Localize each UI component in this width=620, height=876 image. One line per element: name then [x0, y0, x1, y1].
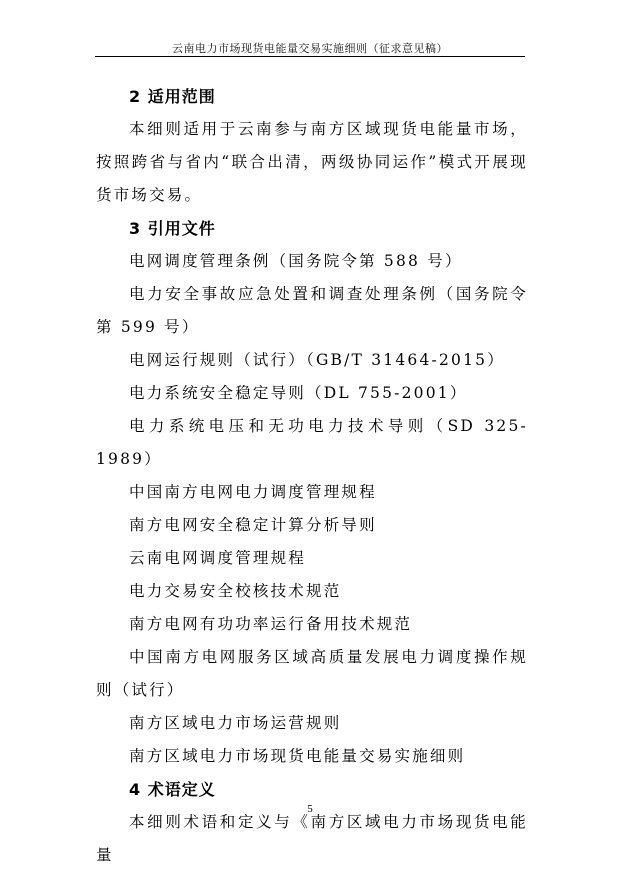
reference-item-1: 电网调度管理条例（国务院令第 588 号）: [129, 252, 463, 270]
scope-paragraph: 本细则适用于云南参与南方区域现货电能量市场，按照跨省与省内“联合出清，两级协同运作”模式开展现货市场交易。: [96, 120, 528, 204]
section-heading-references: 3 引用文件: [129, 219, 216, 238]
page-number: 5: [307, 803, 313, 815]
document-body: [96, 80, 528, 872]
terms-paragraph: 本细则术语和定义与《南方区域电力市场现货电能量: [96, 813, 528, 864]
running-header: 云南电力市场现货电能量交易实施细则（征求意见稿）: [172, 42, 448, 55]
reference-item-12: 南方区域电力市场运营规则: [129, 714, 342, 732]
reference-item-8: 云南电网调度管理规程: [129, 549, 307, 567]
section-heading-scope: 2 适用范围: [129, 87, 216, 106]
reference-item-13: 南方区域电力市场现货电能量交易实施细则: [129, 747, 466, 765]
reference-item-4: 电力系统安全稳定导则（DL 755-2001）: [129, 384, 468, 402]
reference-item-2: 电力安全事故应急处置和调查处理条例（国务院令第 599 号）: [96, 285, 528, 336]
reference-item-3: 电网运行规则（试行）（GB/T 31464-2015）: [129, 351, 505, 369]
reference-item-9: 电力交易安全校核技术规范: [129, 582, 342, 600]
reference-item-5: 电力系统电压和无功电力技术导则（SD 325-1989）: [96, 417, 528, 468]
reference-item-11: 中国南方电网服务区域高质量发展电力调度操作规则（试行）: [96, 648, 528, 699]
reference-item-10: 南方电网有功功率运行备用技术规范: [129, 615, 413, 633]
reference-item-6: 中国南方电网电力调度管理规程: [129, 483, 377, 501]
section-heading-terms: 4 术语定义: [129, 780, 216, 799]
reference-item-7: 南方电网安全稳定计算分析导则: [129, 516, 377, 534]
header-divider: [95, 56, 525, 57]
